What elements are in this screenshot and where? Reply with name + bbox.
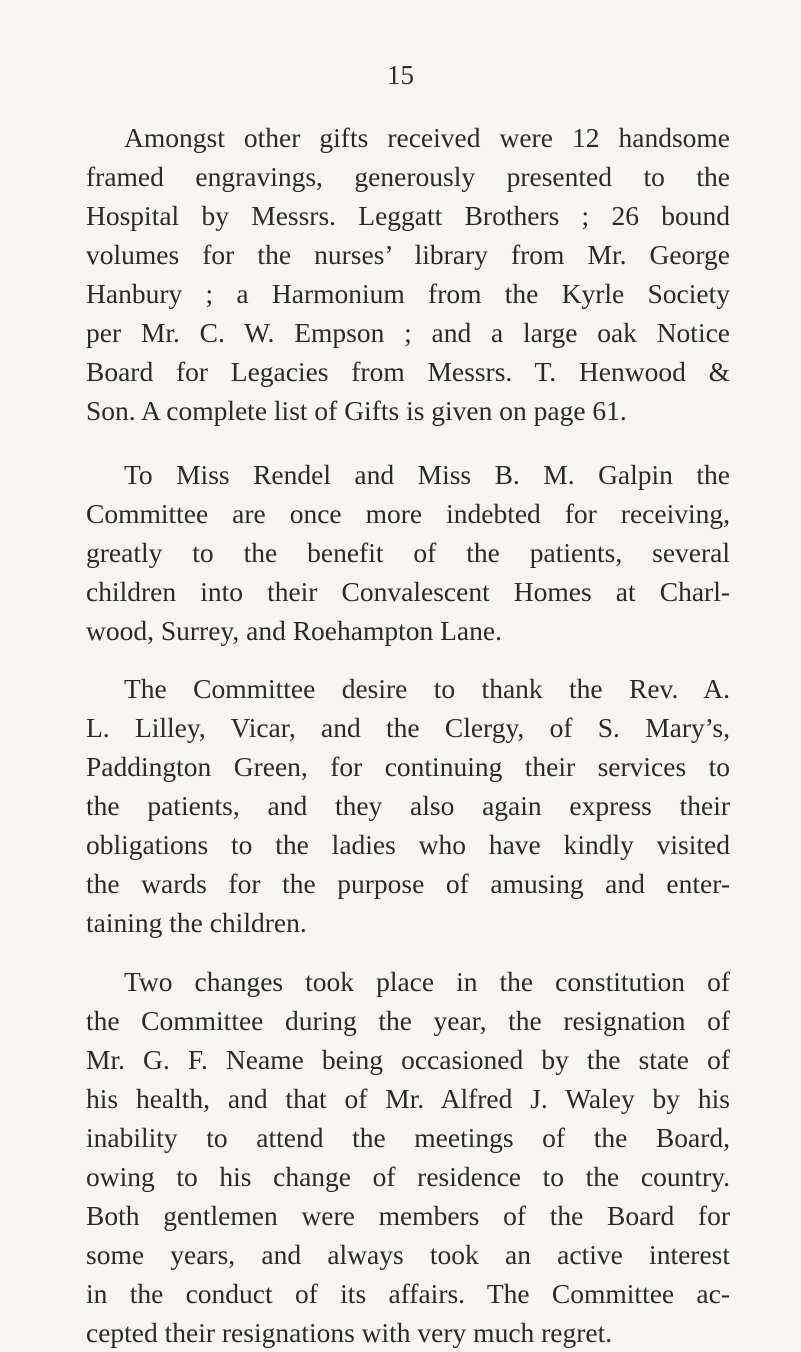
text-line: wood, Surrey, and Roehampton Lane.: [86, 615, 502, 646]
text-line: Two changes took place in the constitution of: [124, 966, 730, 997]
paragraph-convalescent-homes: [86, 455, 730, 650]
text-line: volumes for the nurses’ library from Mr. George: [86, 239, 730, 270]
text-line: in the conduct of its affairs. The Committee ac-: [86, 1278, 730, 1309]
text-line: Son. A complete list of Gifts is given on page 61.: [86, 395, 627, 426]
text-line: owing to his change of residence to the country.: [86, 1161, 730, 1192]
text-line: Hospital by Messrs. Leggatt Brothers ; 26 bound: [86, 200, 730, 231]
text-line: Amongst other gifts received were 12 handsome: [124, 122, 730, 153]
text-line: the Committee during the year, the resignation of: [86, 1005, 730, 1036]
text-line: The Committee desire to thank the Rev. A.: [124, 673, 730, 704]
text-line: inability to attend the meetings of the Board,: [86, 1122, 730, 1153]
text-line: per Mr. C. W. Empson ; and a large oak Notice: [86, 317, 730, 348]
text-line: greatly to the benefit of the patients, several: [86, 537, 730, 568]
paragraph-gifts: [86, 118, 730, 430]
text-line: his health, and that of Mr. Alfred J. Waley by his: [86, 1083, 730, 1114]
text-line: To Miss Rendel and Miss B. M. Galpin the: [124, 459, 730, 490]
text-line: L. Lilley, Vicar, and the Clergy, of S. Mary’s,: [86, 712, 730, 743]
text-line: Both gentlemen were members of the Board for: [86, 1200, 730, 1231]
text-line: some years, and always took an active interest: [86, 1239, 730, 1270]
text-line: Committee are once more indebted for receiving,: [86, 498, 730, 529]
text-line: Board for Legacies from Messrs. T. Henwood &: [86, 356, 730, 387]
paragraph-clergy-thanks: [86, 669, 730, 942]
text-line: obligations to the ladies who have kindly visited: [86, 829, 730, 860]
text-line: the patients, and they also again express their: [86, 790, 730, 821]
text-line: Hanbury ; a Harmonium from the Kyrle Society: [86, 278, 730, 309]
text-line: children into their Convalescent Homes at Charl-: [86, 576, 730, 607]
text-line: cepted their resignations with very much regret.: [86, 1317, 613, 1348]
text-line: taining the children.: [86, 907, 307, 938]
text-line: Mr. G. F. Neame being occasioned by the state of: [86, 1044, 730, 1075]
text-line: framed engravings, generously presented to the: [86, 161, 730, 192]
text-line: the wards for the purpose of amusing and enter-: [86, 868, 730, 899]
paragraph-committee-changes: [86, 962, 730, 1352]
page-number: 15: [387, 60, 414, 90]
text-line: Paddington Green, for continuing their services to: [86, 751, 730, 782]
